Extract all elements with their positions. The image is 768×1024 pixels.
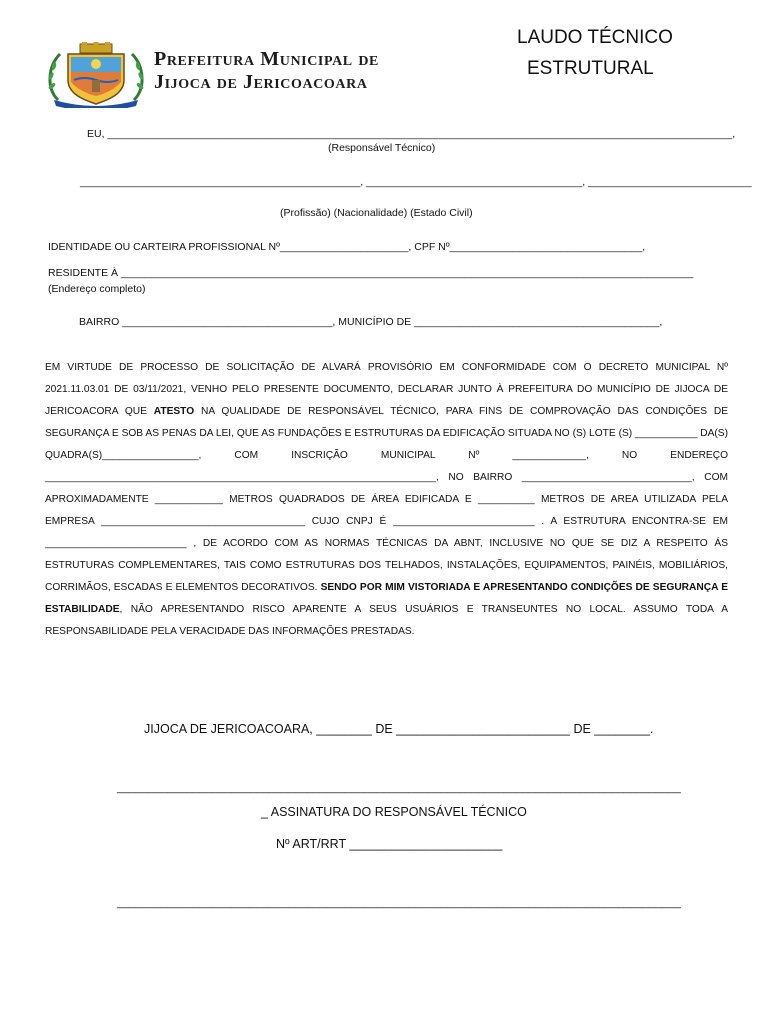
neighborhood-municipality-fields: BAIRRO ____________________________________, MUNICÍPIO DE __________________________________________, — [79, 316, 663, 328]
signature-caption: _ ASSINATURA DO RESPONSÁVEL TÉCNICO — [261, 805, 527, 819]
declaration-bold-atesto: ATESTO — [153, 406, 195, 417]
responsible-caption: (Responsável Técnico) — [328, 142, 436, 154]
document-title-line2: ESTRUTURAL — [527, 58, 654, 79]
declaration-text-part3: , NÃO APRESENTANDO RISCO APARENTE A SEUS USUÁRIOS E TRANSEUNTES NO LOCAL. ASSUMO TODA A RESPONSABILIDADE PELA VERACIDADE DAS INFORMAÇÕES PRESTADAS. — [45, 604, 728, 637]
profession-nationality-civil-fields: ________________________________________________, _____________________________________, ____________________________ — [80, 176, 752, 188]
profession-caption: (Profissão) (Nacionalidade) (Estado Civil) — [280, 207, 473, 219]
document-title-line1: LAUDO TÉCNICO — [517, 27, 673, 48]
bottom-signature-line: _________________________________________________________________________________________ — [117, 897, 681, 909]
declaration-bold-safety-statement: SENDO POR MIM VISTORIADA E APRESENTANDO CONDIÇÕES DE SEGURANÇA E ESTABILIDADE — [45, 582, 728, 615]
signature-line: _________________________________________________________________________________________ — [117, 782, 681, 794]
art-rrt-field: Nº ART/RRT ______________________ — [276, 837, 503, 851]
organization-name-line2: Jijoca de Jericoacoara — [154, 71, 368, 93]
declaration-text-part1: EM VIRTUDE DE PROCESSO DE SOLICITAÇÃO DE ALVARÁ PROVISÓRIO EM CONFORMIDADE COM O DECRETO MUNICIPAL Nº 2021.11.03.01 DE 03/11/2021, VENHO PELO PRESENTE DOCUMENTO, DECLARAR JUNTO À PREFEITURA DO MUNICÍPIO DE JIJOCA DE JERICOACORA QUE — [45, 362, 728, 417]
declaration-text-part2: NA QUALIDADE DE RESPONSÁVEL TÉCNICO, PARA FINS DE COMPROVAÇÃO DAS CONDIÇÕES DE SEGURANÇA E SOB AS PENAS DA LEI, QUE AS FUNDAÇÕES E ESTRUTURAS DA EDIFICAÇÃO SITUADA NO (S) LOTE (S) ___________ DA(S) QUADRA(S)_________________, COM INSCRIÇÃO MUNICIPAL Nº _____________, NO ENDEREÇO _____________________________________________________________________, NO BAIRRO ______________________________, COM APROXIMADAMENTE ____________ METROS QUADRADOS DE ÁREA EDIFICADA E __________ METROS DE AREA UTILIZADA PELA EMPRESA ____________________________________ CUJO CNPJ É _________________________ . A ESTRUTURA ENCONTRA-SE EM _________________________ , DE ACORDO COM AS NORMAS TÉCNICAS DA ABNT, INCLUSIVE NO QUE SE DIZ A RESPEITO ÁS ESTRUTURAS COMPLEMENTARES, TAIS COMO ESTRUTURAS DOS TELHADOS, INSTALAÇÕES, EQUIPAMENTOS, PAINÉIS, MOBILIÁRIOS, CORRIMÃOS, ESCADAS E ELEMENTOS DECORATIVOS. — [45, 406, 728, 593]
residence-field: RESIDENTE À __________________________________________________________________________________________________ — [48, 267, 694, 279]
municipal-coat-of-arms-logo — [44, 42, 148, 108]
declaration-paragraph — [45, 357, 728, 643]
address-caption: (Endereço completo) — [48, 283, 146, 295]
place-date-line: JIJOCA DE JERICOACOARA, ________ DE _________________________ DE ________. — [144, 722, 654, 736]
responsible-name-field: EU, ___________________________________________________________________________________________________________, — [87, 128, 736, 140]
organization-name-line1: Prefeitura Municipal de — [154, 48, 379, 70]
identity-cpf-fields: IDENTIDADE OU CARTEIRA PROFISSIONAL Nº______________________, CPF Nº_________________________________, — [48, 241, 646, 253]
